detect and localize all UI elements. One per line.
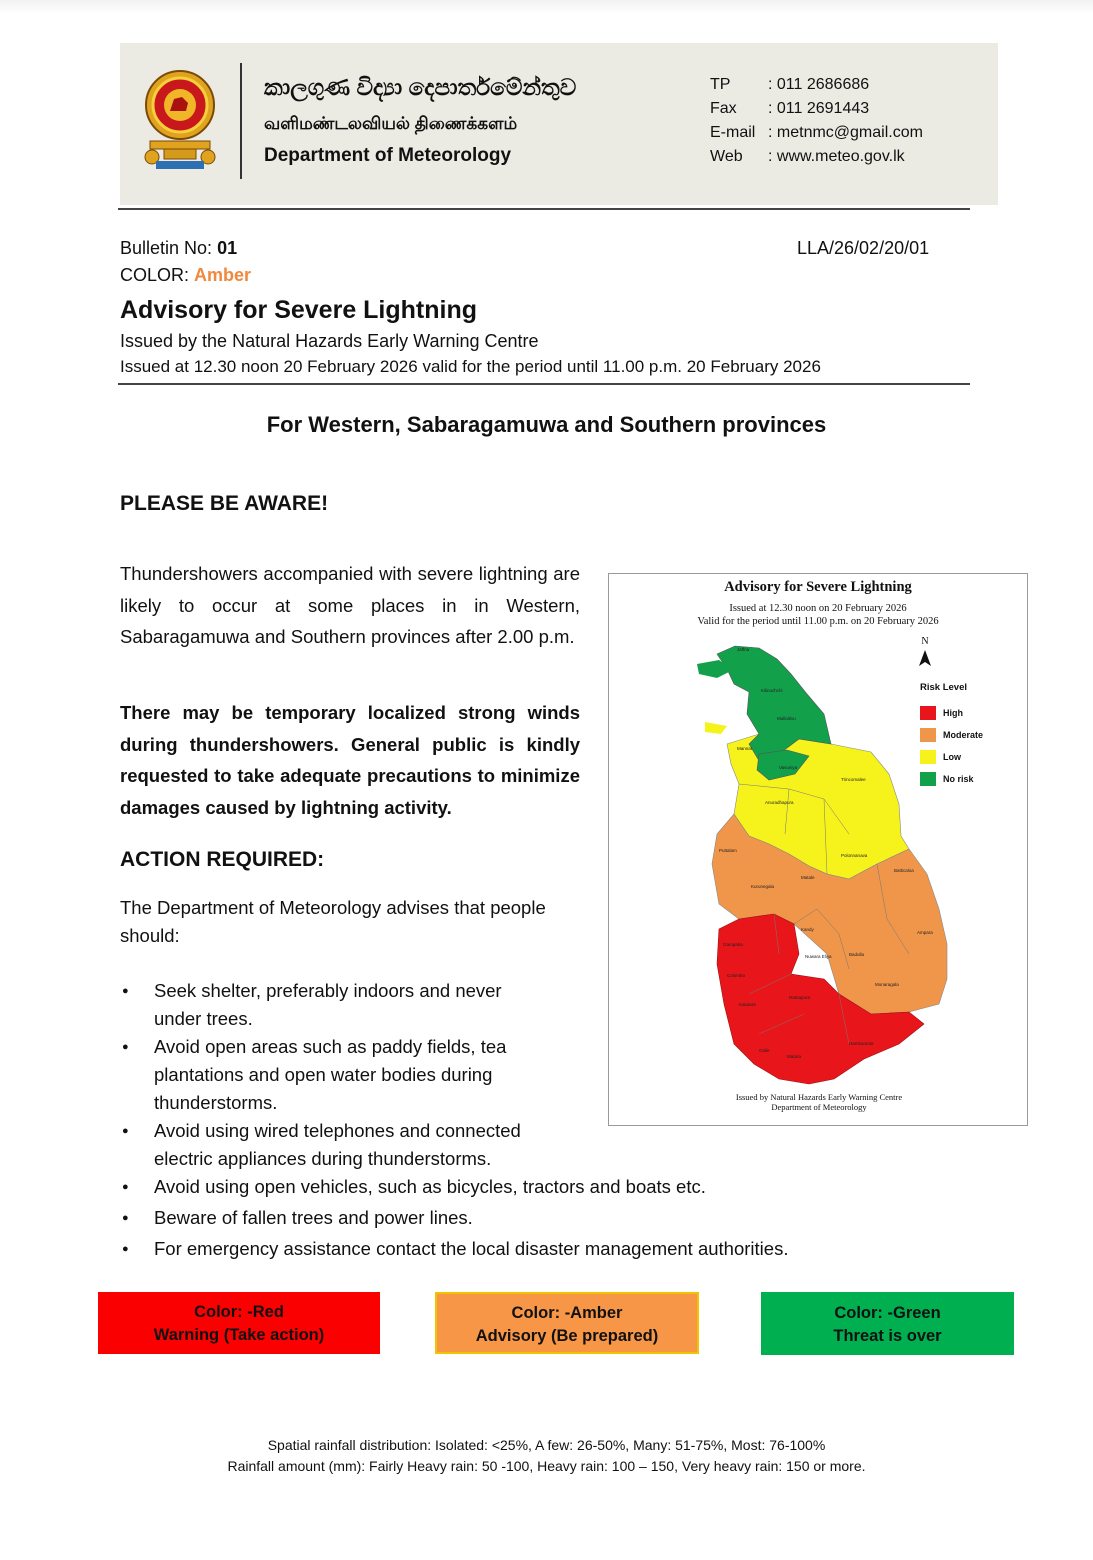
advisory-paragraph: Thundershowers accompanied with severe lightning are likely to occur at some places in in Western, Sabaragamuwa and Southern provinces after 2.00 p.m. — [120, 563, 580, 647]
district-label: Gampaha — [723, 942, 743, 947]
bulletin-code: LLA/26/02/20/01 — [797, 238, 930, 258]
contact-web: Web : www.meteo.gov.lk — [710, 148, 905, 165]
divider-line — [118, 383, 970, 385]
district-label: Kalutara — [739, 1002, 756, 1007]
contact-email: E-mail : metnmc@gmail.com — [710, 124, 923, 141]
department-name-sinhala: කාලගුණ විද්‍යා දෙපාර්තමේන්තුව — [264, 74, 577, 100]
legend-swatch — [920, 706, 936, 720]
legend-swatch — [920, 750, 936, 764]
district-label: Colombo — [727, 973, 746, 978]
precaution-paragraph: There may be temporary localized strong winds during thundershowers. General public is kindly requested to take adequate precautions to minimize damages caused by lightning activity. — [120, 702, 580, 818]
map-footer-department: Department of Meteorology — [771, 1102, 867, 1112]
map-footer-issuer: Issued by Natural Hazards Early Warning Centre — [735, 1092, 903, 1102]
district-label: Puttalam — [719, 848, 737, 853]
color-value: Amber — [194, 265, 252, 285]
sri-lanka-map — [609, 574, 1027, 1125]
district-label: Vavuniya — [779, 765, 798, 770]
map-issued: Issued at 12.30 noon on 20 February 2026 — [729, 603, 907, 614]
legend-swatch — [920, 728, 936, 742]
provinces-heading: For Western, Sabaragamuwa and Southern provinces — [266, 412, 827, 437]
district-label: Galle — [759, 1048, 770, 1053]
footer-rainfall-amount: Rainfall amount (mm): Fairly Heavy rain: 50 -100, Heavy rain: 100 – 150, Very heavy rain: 150 or more. — [227, 1458, 866, 1474]
north-arrow-icon — [919, 650, 931, 666]
issued-at: Issued at 12.30 noon 20 February 2026 valid for the period until 11.00 p.m. 20 February 2026 — [120, 357, 821, 376]
legend-item: High — [920, 702, 983, 724]
district-label: Matara — [787, 1054, 802, 1059]
department-name-english: Department of Meteorology — [264, 145, 512, 166]
list-item: ● Avoid using wired telephones and connected electric appliances during thunderstorms. — [120, 1117, 880, 1173]
list-item: ● For emergency assistance contact the local disaster management authorities. — [120, 1235, 880, 1266]
map-valid: Valid for the period until 11.00 p.m. on 20 February 2026 — [697, 616, 939, 627]
footer-rainfall-distribution: Spatial rainfall distribution: Isolated: <25%, A few: 26-50%, Many: 51-75%, Most: 76-100% — [267, 1437, 826, 1453]
legend-item: No risk — [920, 768, 983, 790]
color-key-red: Color: -Red Warning (Take action) — [98, 1292, 380, 1354]
list-item: ● Seek shelter, preferably indoors and never under trees. — [120, 977, 880, 1033]
risk-map — [608, 573, 1028, 1126]
bulletin-number: Bulletin No: 01 — [120, 238, 238, 258]
divider-line — [118, 208, 970, 210]
page-top-shade — [0, 0, 1093, 14]
map-legend — [920, 682, 983, 790]
district-label: Monaragala — [875, 982, 899, 987]
department-name-tamil: வளிமண்டலவியல் திணைக்களம் — [264, 114, 518, 133]
district-label: Mullaitivu — [777, 716, 796, 721]
map-title: Advisory for Severe Lightning — [724, 579, 912, 595]
district-label: Kurunegala — [751, 884, 775, 889]
advisory-title: Advisory for Severe Lightning — [120, 296, 478, 324]
contact-fax: Fax : 011 2691443 — [710, 100, 870, 117]
contact-phone: TP : 011 2686686 — [710, 76, 870, 93]
north-label: N — [921, 636, 929, 647]
district-label: Ratnapura — [789, 995, 811, 1000]
bulletin-color: COLOR: Amber — [120, 265, 252, 285]
legend-item: Moderate — [920, 724, 983, 746]
header-divider — [240, 63, 242, 179]
district-label: Kandy — [801, 927, 814, 932]
district-label: Polonnaruwa — [841, 853, 868, 858]
color-key-amber: Color: -Amber Advisory (Be prepared) — [435, 1292, 699, 1354]
district-label: Jaffna — [737, 647, 750, 652]
district-label: Kilinochchi — [761, 688, 783, 693]
district-label: Matale — [801, 875, 815, 880]
list-item: ● Avoid using open vehicles, such as bicycles, tractors and boats etc. — [120, 1173, 880, 1204]
district-label: Batticaloa — [894, 868, 914, 873]
advises-text: The Department of Meteorology advises that people should: — [120, 897, 546, 946]
legend-title: Risk Level — [920, 682, 967, 693]
district-label: Mannar — [737, 746, 753, 751]
list-item: ● Avoid open areas such as paddy fields, tea plantations and open water bodies during thunderstorms. — [120, 1033, 880, 1117]
contact-block — [710, 73, 923, 169]
action-required-heading: ACTION REQUIRED: — [120, 848, 325, 871]
issued-by: Issued by the Natural Hazards Early Warning Centre — [120, 331, 539, 351]
legend-item: Low — [920, 746, 983, 768]
list-item: ● Beware of fallen trees and power lines. — [120, 1204, 880, 1235]
color-key-green: Color: -Green Threat is over — [761, 1292, 1014, 1355]
sri-lanka-emblem-icon — [142, 65, 218, 173]
please-be-aware-heading: PLEASE BE AWARE! — [120, 492, 329, 515]
district-label: Nuwara Eliya — [805, 954, 832, 959]
district-label: Trincomalee — [841, 777, 866, 782]
legend-swatch — [920, 772, 936, 786]
district-label: Ampara — [917, 930, 933, 935]
district-label: Anuradhapura — [765, 800, 794, 805]
letterhead — [120, 43, 998, 205]
district-label: Hambantota — [849, 1041, 874, 1046]
district-label: Badulla — [849, 952, 865, 957]
map-region-low — [705, 722, 727, 734]
